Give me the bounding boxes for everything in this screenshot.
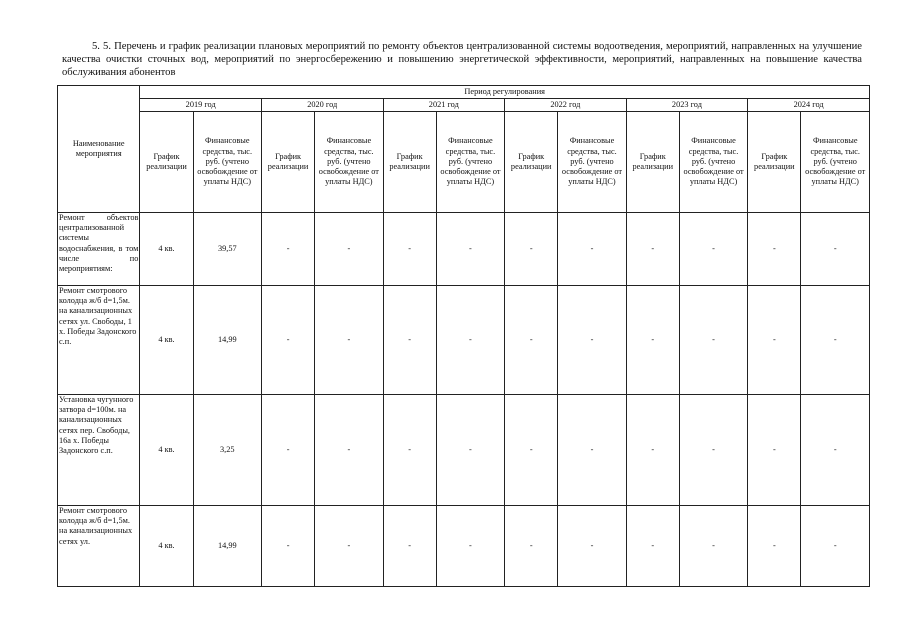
table-cell: - <box>748 286 801 395</box>
table-cell: 14,99 <box>193 506 261 587</box>
table-cell: - <box>505 506 558 587</box>
table-cell: - <box>261 286 314 395</box>
table-cell: - <box>626 506 679 587</box>
year-header: 2023 год <box>626 99 748 112</box>
year-header: 2024 год <box>748 99 870 112</box>
table-cell: - <box>505 395 558 506</box>
table-cell: 4 кв. <box>140 286 193 395</box>
table-cell: - <box>801 286 870 395</box>
table-cell: - <box>626 286 679 395</box>
table-cell: - <box>679 286 747 395</box>
table-cell: - <box>626 213 679 286</box>
table-row <box>58 286 870 395</box>
table-cell: - <box>679 395 747 506</box>
schedule-header: График реализации <box>140 112 193 213</box>
finance-header: Финансовые средства, тыс. руб. (учтено освобождение от уплаты НДС) <box>558 112 626 213</box>
table-cell: - <box>748 506 801 587</box>
plan-table <box>57 85 870 587</box>
measure-name: Ремонт объектов централизованной системы водоснабжения, в том числе по мероприятиям: <box>58 213 140 286</box>
table-cell: - <box>261 395 314 506</box>
table-cell: - <box>315 286 383 395</box>
table-cell: - <box>626 395 679 506</box>
measure-name: Ремонт смотрового колодца ж/б d=1,5м. на канализационных сетях ул. <box>58 506 140 587</box>
schedule-header: График реализации <box>261 112 314 213</box>
table-cell: - <box>558 506 626 587</box>
table-row <box>58 506 870 587</box>
finance-header: Финансовые средства, тыс. руб. (учтено освобождение от уплаты НДС) <box>193 112 261 213</box>
table-cell: 14,99 <box>193 286 261 395</box>
table-cell: - <box>436 395 504 506</box>
table-row <box>58 395 870 506</box>
schedule-header: График реализации <box>505 112 558 213</box>
schedule-header: График реализации <box>383 112 436 213</box>
measure-name: Установка чугунного затвора d=100м. на канализационных сетях пер. Свободы, 16а х. Победы Задонского с.п. <box>58 395 140 506</box>
table-cell: - <box>558 395 626 506</box>
table-cell: - <box>679 213 747 286</box>
year-header: 2020 год <box>261 99 383 112</box>
table-cell: - <box>748 213 801 286</box>
table-cell: 39,57 <box>193 213 261 286</box>
table-cell: - <box>436 213 504 286</box>
finance-header: Финансовые средства, тыс. руб. (учтено освобождение от уплаты НДС) <box>315 112 383 213</box>
name-column-header: Наименование мероприятия <box>58 86 140 213</box>
table-cell: - <box>436 506 504 587</box>
schedule-header: График реализации <box>748 112 801 213</box>
table-cell: - <box>315 395 383 506</box>
table-cell: - <box>505 286 558 395</box>
table-cell: 4 кв. <box>140 395 193 506</box>
table-cell: - <box>679 506 747 587</box>
schedule-header: График реализации <box>626 112 679 213</box>
measure-name: Ремонт смотрового колодца ж/б d=1,5м. на канализационных сетях ул. Свободы, 1 х. Победы Задонского с.п. <box>58 286 140 395</box>
table-cell: - <box>801 213 870 286</box>
table-cell: - <box>801 395 870 506</box>
table-cell: - <box>436 286 504 395</box>
table-cell: - <box>558 286 626 395</box>
table-cell: 4 кв. <box>140 213 193 286</box>
year-header: 2021 год <box>383 99 505 112</box>
finance-header: Финансовые средства, тыс. руб. (учтено освобождение от уплаты НДС) <box>436 112 504 213</box>
table-cell: - <box>748 395 801 506</box>
table-cell: - <box>383 286 436 395</box>
table-row <box>58 213 870 286</box>
table-cell: - <box>801 506 870 587</box>
table-cell: - <box>261 506 314 587</box>
year-header: 2022 год <box>505 99 627 112</box>
finance-header: Финансовые средства, тыс. руб. (учтено освобождение от уплаты НДС) <box>679 112 747 213</box>
document-title: 5. 5. Перечень и график реализации плановых мероприятий по ремонту объектов централизованной системы водоотведения, мероприятий, направленных на улучшение качества очистки сточных вод, мероприятий по энергосбережению и повышению энергетической эффективности, мероприятий, направленных на повышение качества обслуживания абонентов <box>62 41 862 78</box>
year-header: 2019 год <box>140 99 262 112</box>
table-cell: - <box>261 213 314 286</box>
finance-header: Финансовые средства, тыс. руб. (учтено освобождение от уплаты НДС) <box>801 112 870 213</box>
table-cell: - <box>505 213 558 286</box>
table-cell: - <box>315 213 383 286</box>
table-cell: - <box>383 395 436 506</box>
period-header: Период регулирования <box>140 86 870 99</box>
table-cell: - <box>315 506 383 587</box>
table-cell: - <box>383 213 436 286</box>
table-cell: 3,25 <box>193 395 261 506</box>
table-cell: - <box>383 506 436 587</box>
table-cell: - <box>558 213 626 286</box>
table-cell: 4 кв. <box>140 506 193 587</box>
